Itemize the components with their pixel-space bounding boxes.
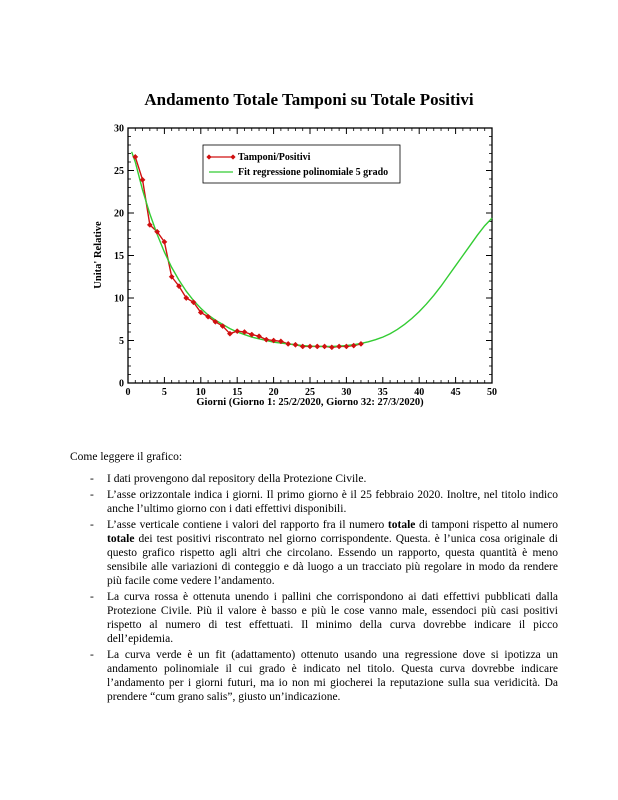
series-line-tamponi-positivi bbox=[135, 157, 361, 347]
y-axis-label: Unita' Relative bbox=[93, 221, 104, 289]
guide-item-text: La curva verde è un fit (adattamento) ottenuto usando una regressione dove si ipotizza un andamento polinomiale il cui grado è indicato nel titolo. Questa curva dovrebbe indicare l’andamento per i giorni futuri, ma io non mi giocherei la reputazione sulla sua veridicità. Da prendere “cum grano salis”, giusto un’indicazione. bbox=[107, 649, 558, 703]
guide-item bbox=[70, 518, 558, 588]
list-bullet: - bbox=[90, 519, 94, 531]
reading-guide bbox=[70, 450, 558, 706]
x-tick-label: 35 bbox=[377, 387, 388, 398]
y-tick-label: 30 bbox=[114, 123, 124, 135]
data-point bbox=[307, 344, 312, 349]
x-tick-label: 15 bbox=[232, 387, 243, 398]
guide-item-text: La curva rossa è ottenuta unendo i pallini che corrispondono ai dati effettivi pubblicati dalla Protezione Civile. Più il valore è basso e più le cose vanno male, essendoci più casi positivi rispetto al numero di test effettuati. Il minimo della curva dovrebbe indicare il picco dell’epidemia. bbox=[107, 591, 558, 645]
guide-item-text: L’asse verticale contiene i valori del rapporto fra il numero bbox=[107, 519, 388, 531]
emphasis-totale: totale bbox=[387, 519, 416, 531]
guide-list bbox=[70, 472, 558, 704]
y-tick-label: 20 bbox=[114, 208, 124, 220]
list-bullet: - bbox=[90, 489, 94, 501]
guide-item bbox=[70, 648, 558, 704]
legend bbox=[203, 145, 400, 183]
data-point bbox=[322, 344, 327, 349]
guide-intro: Come leggere il grafico: bbox=[70, 451, 183, 463]
list-bullet: - bbox=[90, 649, 94, 661]
guide-item-text: di tamponi rispetto al numero bbox=[415, 519, 558, 531]
emphasis-totale: totale bbox=[107, 533, 135, 545]
guide-item bbox=[70, 472, 558, 486]
y-tick-label: 25 bbox=[114, 166, 124, 177]
legend-label-fit: Fit regressione polinomiale 5 grado bbox=[238, 167, 389, 178]
chart-title: Andamento Totale Tamponi su Totale Positivi bbox=[144, 90, 474, 109]
data-point bbox=[300, 344, 305, 349]
x-tick-label: 50 bbox=[487, 387, 497, 398]
x-tick-label: 10 bbox=[195, 387, 206, 398]
data-point bbox=[358, 341, 363, 346]
x-tick-label: 45 bbox=[450, 387, 461, 398]
guide-item-text: I dati provengono dal repository della Protezione Civile. bbox=[107, 473, 367, 485]
x-tick-label: 20 bbox=[268, 387, 279, 398]
data-point bbox=[344, 344, 349, 349]
x-tick-label: 25 bbox=[305, 387, 315, 398]
y-tick-label: 10 bbox=[114, 293, 124, 305]
guide-item-text: dei test positivi riscontrato nel giorno corrispondente. Questa. è l’unica cosa originale di questo grafico rispetto agli altri che circolano. Essendo un rapporto, questa quantità è meno sensibile alle variazioni di conteggio e dà luogo a un tracciato più regolare in modo da rendere più facile come vedere l’andamento. bbox=[107, 533, 558, 587]
data-point bbox=[286, 341, 291, 346]
list-bullet: - bbox=[90, 591, 94, 603]
guide-item-text: L’asse orizzontale indica i giorni. Il primo giorno è il 25 febbraio 2020. Inoltre, nel titolo indico anche l’ultimo giorno con i dati effettivi disponibili. bbox=[107, 489, 558, 515]
list-bullet: - bbox=[90, 473, 94, 485]
y-tick-label: 5 bbox=[119, 336, 124, 347]
x-tick-label: 0 bbox=[125, 387, 131, 398]
data-point bbox=[329, 345, 334, 350]
data-point bbox=[293, 342, 298, 347]
x-axis-label: Giorni (Giorno 1: 25/2/2020, Giorno 32: 27/3/2020) bbox=[196, 397, 424, 408]
y-tick-label: 0 bbox=[119, 378, 124, 390]
x-tick-label: 40 bbox=[414, 387, 425, 398]
guide-item bbox=[70, 488, 558, 516]
x-tick-label: 5 bbox=[161, 387, 167, 398]
data-point bbox=[337, 344, 342, 349]
guide-item bbox=[70, 590, 558, 646]
y-tick-label: 15 bbox=[114, 251, 124, 262]
x-tick-label: 30 bbox=[341, 387, 352, 398]
legend-label-tamponi-positivi: Tamponi/Positivi bbox=[238, 152, 311, 163]
data-point bbox=[315, 344, 320, 349]
